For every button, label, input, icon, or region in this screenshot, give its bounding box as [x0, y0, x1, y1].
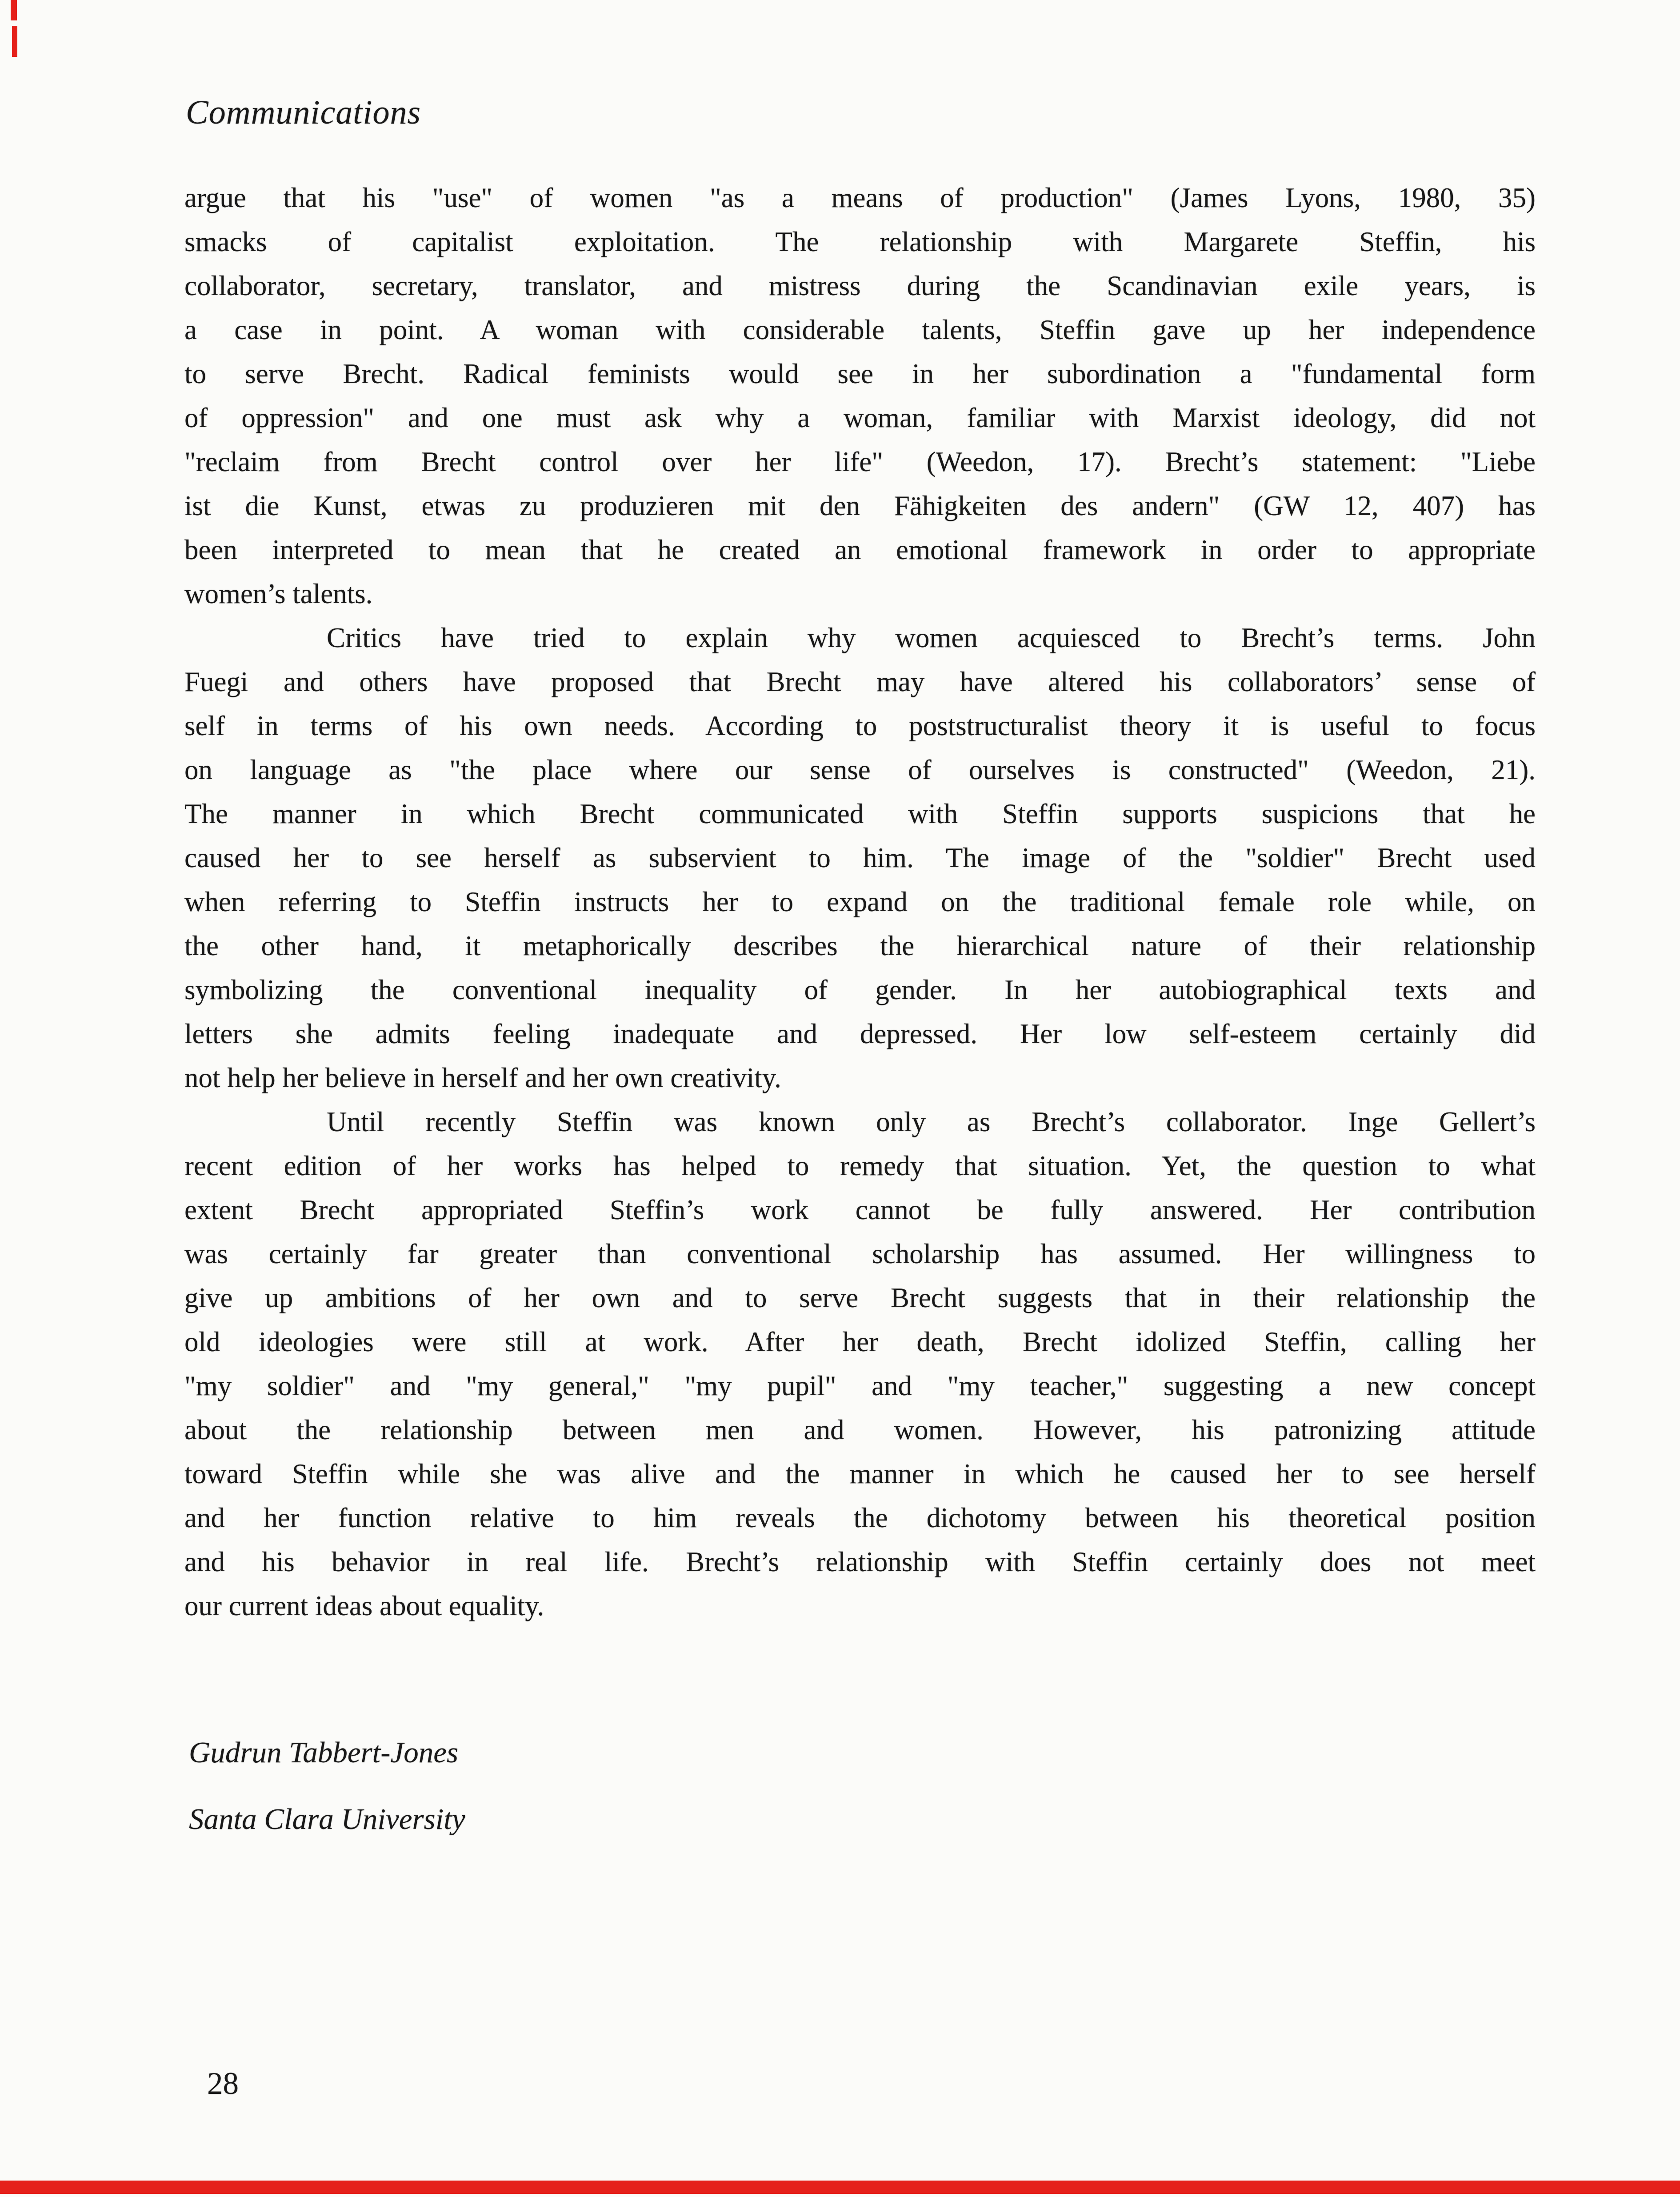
text-line: Until recently Steffin was known only as Brecht’s collaborator. Inge Gellert’s — [327, 1106, 1536, 1137]
text-line: and his behavior in real life. Brecht’s relationship with Steffin certainly does not meet — [184, 1546, 1536, 1577]
text-line: was certainly far greater than conventional scholarship has assumed. Her willingness to — [184, 1238, 1536, 1269]
scan-artifact-red-tick-top — [11, 0, 17, 20]
text-line: "reclaim from Brecht control over her life" (Weedon, 17). Brecht’s statement: "Liebe — [184, 446, 1536, 477]
text-line: collaborator, secretary, translator, and mistress during the Scandinavian exile years, is — [184, 270, 1536, 301]
text-line: Fuegi and others have proposed that Brecht may have altered his collaborators’ sense of — [184, 666, 1536, 697]
text-line: of oppression" and one must ask why a woman, familiar with Marxist ideology, did not — [184, 402, 1536, 433]
text-line: not help her believe in herself and her own creativity. — [184, 1062, 781, 1093]
text-line: our current ideas about equality. — [184, 1590, 544, 1621]
text-line: on language as "the place where our sense of ourselves is constructed" (Weedon, 21). — [184, 754, 1536, 785]
text-line: when referring to Steffin instructs her to expand on the traditional female role while, on — [184, 886, 1536, 917]
page-number: 28 — [207, 2066, 239, 2101]
text-line: caused her to see herself as subservient to him. The image of the "soldier" Brecht used — [184, 842, 1536, 873]
text-line: to serve Brecht. Radical feminists would see in her subordination a "fundamental form — [184, 358, 1536, 389]
text-line: give up ambitions of her own and to serve Brecht suggests that in their relationship the — [184, 1282, 1536, 1313]
text-line: a case in point. A woman with considerable talents, Steffin gave up her independence — [184, 314, 1536, 345]
text-line: self in terms of his own needs. According to poststructuralist theory it is useful to focus — [184, 710, 1536, 741]
text-line: recent edition of her works has helped to remedy that situation. Yet, the question to what — [184, 1150, 1536, 1181]
text-line: been interpreted to mean that he created an emotional framework in order to appropriate — [184, 534, 1536, 565]
text-line: Critics have tried to explain why women acquiesced to Brecht’s terms. John — [327, 622, 1536, 653]
text-line: "my soldier" and "my general," "my pupil" and "my teacher," suggesting a new concept — [184, 1370, 1536, 1401]
author-name: Gudrun Tabbert-Jones — [189, 1736, 459, 1769]
text-line: argue that his "use" of women "as a means of production" (James Lyons, 1980, 35) — [184, 182, 1536, 213]
text-line: old ideologies were still at work. After her death, Brecht idolized Steffin, calling her — [184, 1326, 1536, 1357]
text-line: smacks of capitalist exploitation. The relationship with Margarete Steffin, his — [184, 226, 1536, 257]
text-line: about the relationship between men and women. However, his patronizing attitude — [184, 1414, 1536, 1445]
signature-block — [189, 1719, 465, 1853]
scan-artifact-red-tick-top-2 — [12, 26, 17, 57]
text-line: the other hand, it metaphorically describes the hierarchical nature of their relationship — [184, 930, 1536, 961]
text-line: letters she admits feeling inadequate and depressed. Her low self-esteem certainly did — [184, 1018, 1536, 1049]
body-text — [184, 176, 1536, 1628]
text-line: ist die Kunst, etwas zu produzieren mit den Fähigkeiten des andern" (GW 12, 407) has — [184, 490, 1536, 521]
text-line: extent Brecht appropriated Steffin’s work cannot be fully answered. Her contribution — [184, 1194, 1536, 1225]
text-line: The manner in which Brecht communicated with Steffin supports suspicions that he — [184, 798, 1536, 829]
scan-artifact-red-stripe-bottom — [0, 2181, 1680, 2194]
text-line: toward Steffin while she was alive and the manner in which he caused her to see herself — [184, 1458, 1536, 1489]
section-heading: Communications — [186, 94, 421, 131]
author-affiliation: Santa Clara University — [189, 1803, 465, 1836]
text-line: symbolizing the conventional inequality of gender. In her autobiographical texts and — [184, 974, 1536, 1005]
text-line: and her function relative to him reveals the dichotomy between his theoretical position — [184, 1502, 1536, 1533]
text-line: women’s talents. — [184, 578, 373, 609]
